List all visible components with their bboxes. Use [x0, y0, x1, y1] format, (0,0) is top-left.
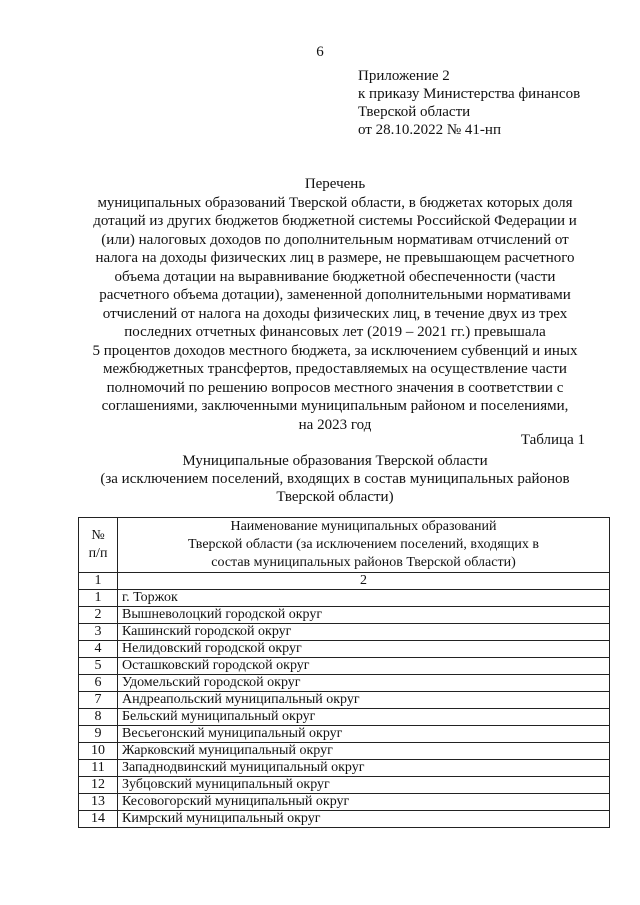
row-number: 12	[79, 777, 118, 794]
row-name: Андреапольский муниципальный округ	[118, 692, 610, 709]
row-number: 13	[79, 794, 118, 811]
list-title-line: налога на доходы физических лиц в размере, не превышающем расчетного	[95, 250, 575, 266]
header-number-line: №	[91, 528, 105, 543]
table-row	[79, 624, 610, 641]
row-name: Удомельский городской округ	[118, 675, 610, 692]
appendix-line: к приказу Министерства финансов	[358, 86, 581, 102]
row-number: 8	[79, 709, 118, 726]
table-row	[79, 658, 610, 675]
row-name: Осташковский городской округ	[118, 658, 610, 675]
row-name: Вышневолоцкий городской округ	[118, 607, 610, 624]
row-name: Кашинский городской округ	[118, 624, 610, 641]
table-row	[79, 743, 610, 760]
list-title	[60, 175, 610, 434]
header-number-line: п/п	[88, 546, 108, 561]
header-name-line: Тверской области (за исключением поселений, входящих в	[187, 537, 540, 552]
row-name: Весьегонский муниципальный округ	[118, 726, 610, 743]
header-number-cell	[79, 518, 118, 573]
row-name: Бельский муниципальный округ	[118, 709, 610, 726]
list-title-line: муниципальных образований Тверской области, в бюджетах которых доля	[97, 194, 573, 211]
header-name-cell	[118, 518, 610, 573]
row-number: 11	[79, 760, 118, 777]
municipalities-table	[78, 517, 610, 828]
row-name: Кимрский муниципальный округ	[118, 811, 610, 828]
table-row	[79, 794, 610, 811]
table-heading-line: (за исключением поселений, входящих в состав муниципальных районов	[100, 471, 570, 487]
column-number-cell: 2	[118, 573, 610, 590]
appendix-line: Приложение 2	[358, 68, 450, 84]
appendix-line: от 28.10.2022 № 41-нп	[358, 122, 501, 138]
row-number: 5	[79, 658, 118, 675]
list-title-line: последних отчетных финансовых лет (2019 – 2021 гг.) превышала	[124, 324, 546, 340]
appendix-line: Тверской области	[358, 104, 471, 120]
table-heading	[60, 452, 610, 506]
column-number-cell: 1	[79, 573, 118, 590]
table-row	[79, 590, 610, 607]
row-number: 4	[79, 641, 118, 658]
row-number: 2	[79, 607, 118, 624]
table-row	[79, 641, 610, 658]
list-title-line: на 2023 год	[298, 416, 372, 433]
table-row	[79, 709, 610, 726]
row-name: Жарковский муниципальный округ	[118, 743, 610, 760]
list-title-line: 5 процентов доходов местного бюджета, за исключением субвенций и иных	[92, 342, 578, 359]
appendix-block	[358, 67, 580, 139]
header-name-line: Наименование муниципальных образований	[230, 519, 497, 534]
table-row	[79, 777, 610, 794]
list-title-line: (или) налоговых доходов по дополнительным нормативам отчислений от	[101, 231, 569, 248]
list-title-line: отчислений от налога на доходы физических лиц, в течение двух из трех	[102, 305, 568, 322]
table-row	[79, 760, 610, 777]
row-number: 10	[79, 743, 118, 760]
list-title-line: соглашениями, заключенными муниципальным районом и поселениями,	[101, 398, 569, 414]
row-number: 14	[79, 811, 118, 828]
row-name: Нелидовский городской округ	[118, 641, 610, 658]
page-number: 6	[316, 44, 324, 60]
table-label: Таблица 1	[520, 432, 585, 448]
row-number: 3	[79, 624, 118, 641]
list-title-line: Перечень	[304, 176, 366, 192]
table-header-row	[79, 518, 610, 573]
list-title-line: полномочий по решению вопросов местного значения в соответствии с	[106, 379, 564, 396]
list-title-line: межбюджетных трансфертов, предоставляемых на осуществление части	[103, 361, 567, 377]
table-row	[79, 726, 610, 743]
table-row	[79, 675, 610, 692]
list-title-line: дотаций из других бюджетов бюджетной системы Российской Федерации и	[93, 213, 577, 229]
row-number: 6	[79, 675, 118, 692]
table-heading-line: Тверской области)	[276, 489, 394, 505]
header-name-line: состав муниципальных районов Тверской области)	[211, 555, 516, 570]
row-name: Западнодвинский муниципальный округ	[118, 760, 610, 777]
list-title-line: расчетного объема дотации), замененной дополнительными нормативами	[99, 287, 571, 303]
row-number: 9	[79, 726, 118, 743]
row-name: Кесовогорский муниципальный округ	[118, 794, 610, 811]
list-title-line: объема дотации на выравнивание бюджетной обеспеченности (части	[114, 268, 556, 285]
table-heading-line: Муниципальные образования Тверской области	[182, 453, 488, 469]
table-row	[79, 607, 610, 624]
row-name: Зубцовский муниципальный округ	[118, 777, 610, 794]
row-name: г. Торжок	[118, 590, 610, 607]
table-row	[79, 692, 610, 709]
row-number: 1	[79, 590, 118, 607]
row-number: 7	[79, 692, 118, 709]
column-number-row	[79, 573, 610, 590]
table-row	[79, 811, 610, 828]
